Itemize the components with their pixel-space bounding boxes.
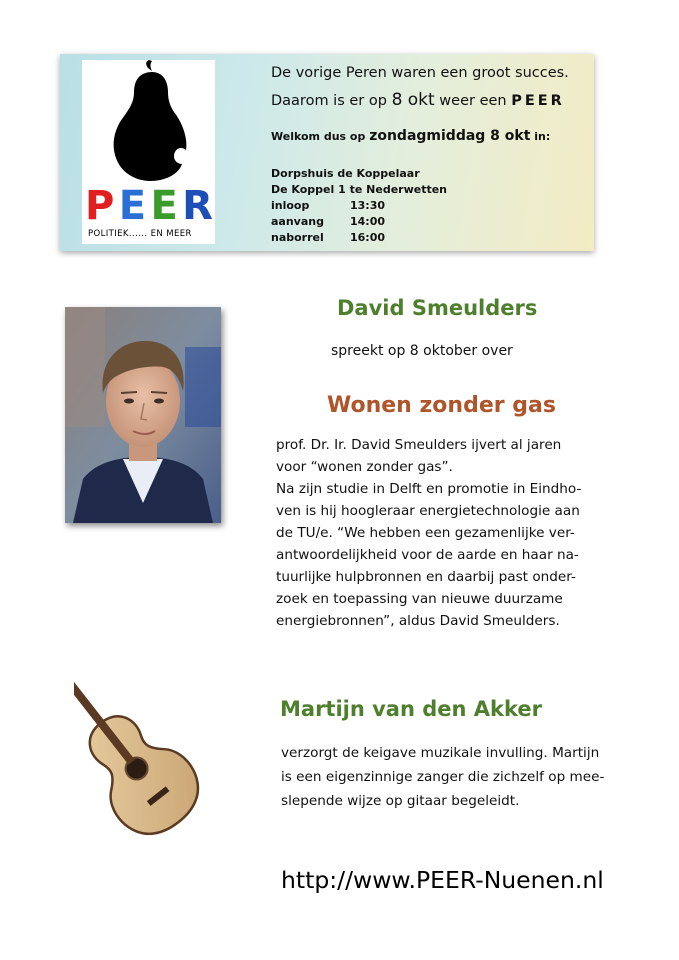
schedule-time-naborrel: 16:00: [350, 231, 386, 244]
logo-letter-e2: E: [150, 183, 178, 229]
musician-line-3: slepende wijze op gitaar begeleidt.: [281, 793, 520, 809]
bio-line-9: energiebronnen”, aldus David Smeulders.: [276, 613, 560, 629]
banner-line-3-pre: Welkom dus op: [271, 130, 370, 143]
bio-line-2: voor “wonen zonder gas”.: [276, 459, 453, 475]
banner-line-3: [271, 128, 550, 144]
schedule-time-inloop: 13:30: [350, 199, 386, 212]
guitar-icon: [74, 648, 284, 848]
banner-line-2-pre: Daarom is er op: [271, 93, 392, 109]
banner-peer-word: PEER: [511, 93, 565, 109]
venue-address: De Koppel 1 te Nederwetten: [271, 183, 448, 196]
banner-line-1: De vorige Peren waren een groot succes.: [271, 65, 569, 81]
bio-line-1: prof. Dr. Ir. David Smeulders ijvert al jaren: [276, 437, 562, 453]
speaker-photo: [65, 307, 221, 523]
venue-name: Dorpshuis de Koppelaar: [271, 167, 420, 180]
banner-date-highlight: 8 okt: [391, 90, 435, 110]
guitar-image: [74, 648, 284, 853]
schedule-label-aanvang: aanvang: [271, 215, 324, 228]
musician-line-2: is een eigenzinnige zanger die zichzelf op mee-: [281, 769, 605, 785]
speaker-intro: spreekt op 8 oktober over: [331, 343, 513, 359]
musician-name: Martijn van den Akker: [280, 697, 542, 721]
schedule-time-aanvang: 14:00: [350, 215, 386, 228]
banner-line-2: [271, 90, 565, 110]
schedule-label-inloop: inloop: [271, 199, 310, 212]
logo-letter-e1: E: [118, 183, 147, 229]
peer-logo-letters: [85, 183, 213, 229]
bio-line-7: tuurlijke hulpbronnen en daarbij past onder-: [276, 569, 576, 585]
logo-subtitle: POLITIEK...... EN MEER: [88, 229, 192, 239]
banner-line-3-post: in:: [530, 130, 551, 143]
logo-letter-p: P: [85, 183, 115, 229]
speaker-name: David Smeulders: [337, 296, 538, 320]
bio-line-8: zoek en toepassing van nieuwe duurzame: [276, 591, 563, 607]
website-link[interactable]: http://www.PEER-Nuenen.nl: [281, 866, 604, 894]
schedule-label-naborrel: naborrel: [271, 231, 324, 244]
logo-letter-r: R: [182, 183, 213, 229]
bio-line-5: de TU/e. “We hebben een gezamenlijke ver-: [276, 525, 575, 541]
banner-line-2-mid: weer een: [434, 93, 512, 109]
bio-line-4: ven is hij hoogleraar energietechnologie aan: [276, 503, 580, 519]
bio-line-3: Na zijn studie in Delft en promotie in Eindho-: [276, 481, 582, 497]
talk-topic: Wonen zonder gas: [327, 393, 556, 418]
banner-sunday-highlight: zondagmiddag 8 okt: [369, 128, 531, 144]
bio-line-6: antwoordelijkheid voor de aarde en haar na-: [276, 547, 579, 563]
event-banner: [60, 54, 594, 251]
peer-logo: [82, 60, 215, 244]
musician-line-1: verzorgt de keigave muzikale invulling. Martijn: [281, 745, 600, 761]
